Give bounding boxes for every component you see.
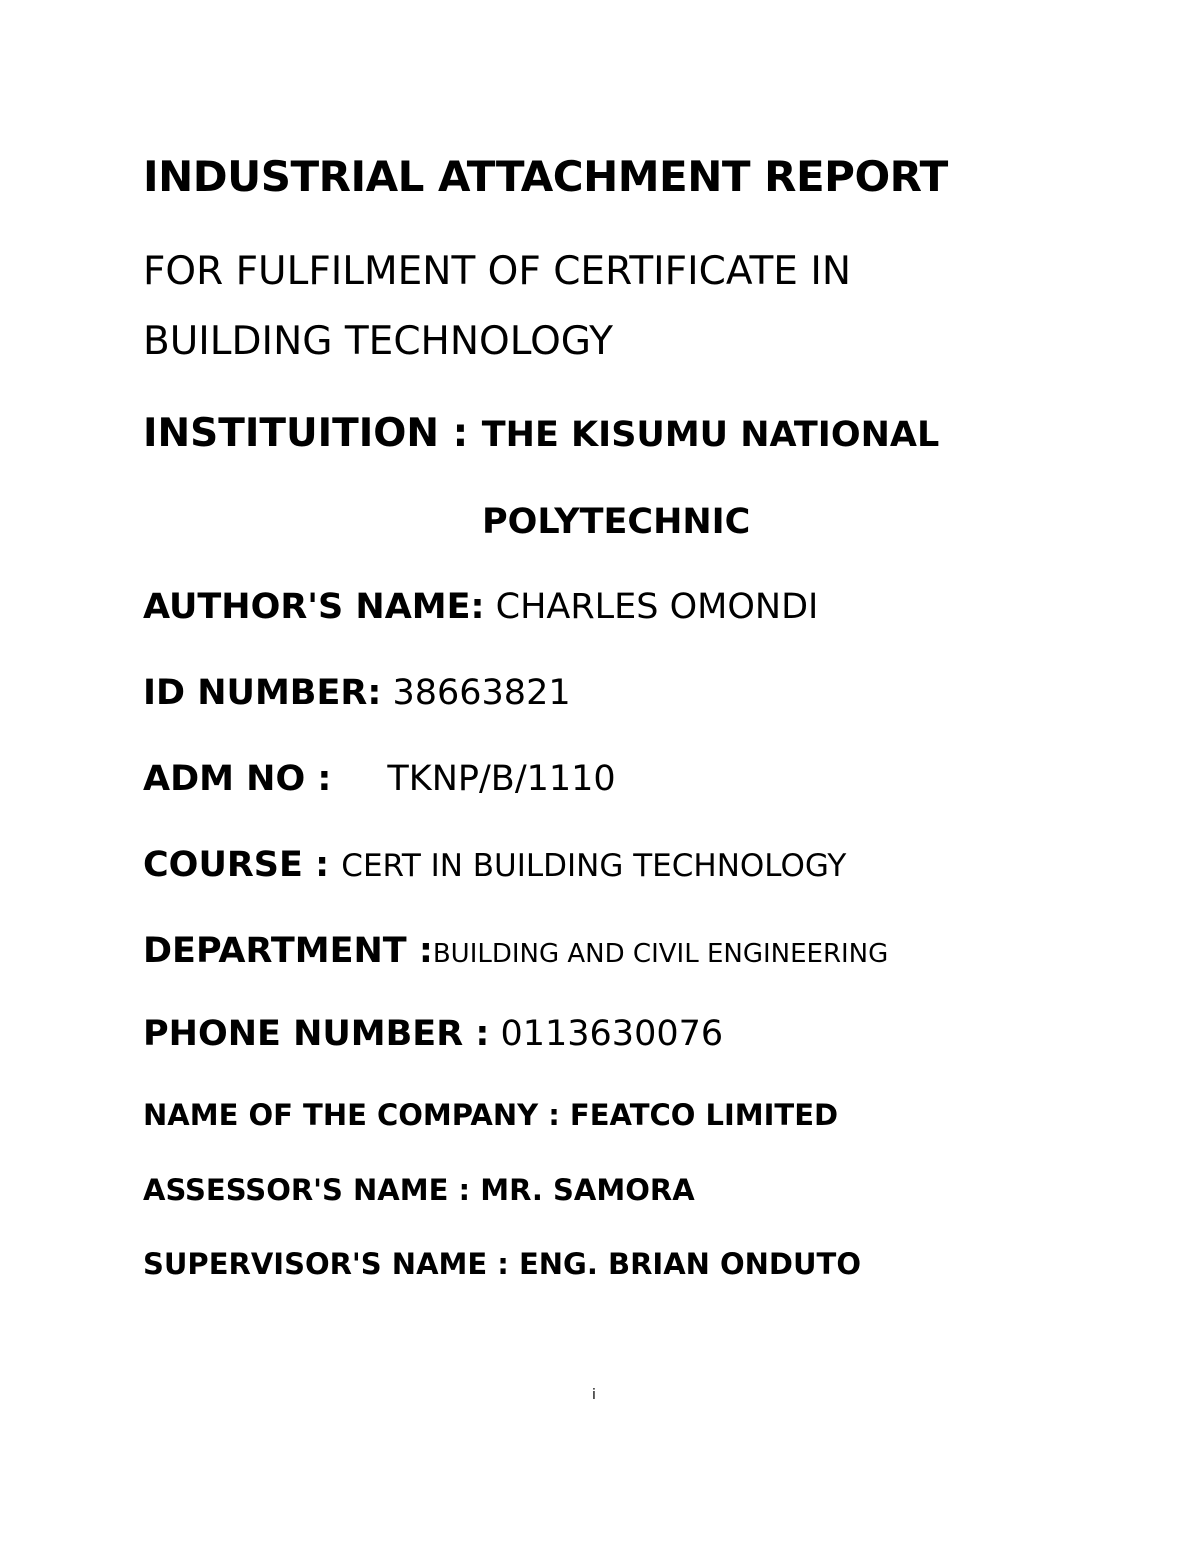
company-name: NAME OF THE COMPANY : FEATCO LIMITED	[143, 1098, 839, 1132]
course-value: CERT IN BUILDING TECHNOLOGY	[341, 848, 847, 884]
institution-value-line-2: POLYTECHNIC	[482, 502, 751, 542]
report-title: INDUSTRIAL ATTACHMENT REPORT	[143, 152, 948, 201]
id-number-value: 38663821	[381, 673, 571, 713]
id-number-field	[143, 673, 571, 713]
id-number-label: ID NUMBER:	[143, 673, 382, 713]
page-number: i	[592, 1387, 596, 1403]
department-label: DEPARTMENT :	[143, 931, 433, 971]
course-field	[143, 845, 847, 885]
phone-label: PHONE NUMBER :	[143, 1014, 490, 1054]
assessor-name: ASSESSOR'S NAME : MR. SAMORA	[143, 1173, 695, 1207]
author-label: AUTHOR'S NAME:	[143, 587, 485, 627]
institution-field	[143, 411, 940, 456]
course-label: COURSE :	[143, 845, 342, 885]
adm-no-field	[143, 759, 616, 799]
adm-no-label: ADM NO :	[143, 759, 332, 799]
department-field	[143, 931, 889, 971]
institution-value-line-1: THE KISUMU NATIONAL	[481, 415, 940, 455]
author-value: CHARLES OMONDI	[484, 587, 819, 627]
adm-no-value: TKNP/B/1110	[387, 759, 616, 799]
department-value: BUILDING AND CIVIL ENGINEERING	[432, 939, 889, 969]
phone-value: 0113630076	[489, 1014, 724, 1054]
institution-label: INSTITUITION :	[143, 411, 482, 456]
phone-field	[143, 1014, 724, 1054]
author-field	[143, 587, 819, 627]
report-subtitle-line-2: BUILDING TECHNOLOGY	[143, 319, 613, 364]
supervisor-name: SUPERVISOR'S NAME : ENG. BRIAN ONDUTO	[143, 1247, 861, 1281]
report-subtitle-line-1: FOR FULFILMENT OF CERTIFICATE IN	[143, 249, 852, 294]
